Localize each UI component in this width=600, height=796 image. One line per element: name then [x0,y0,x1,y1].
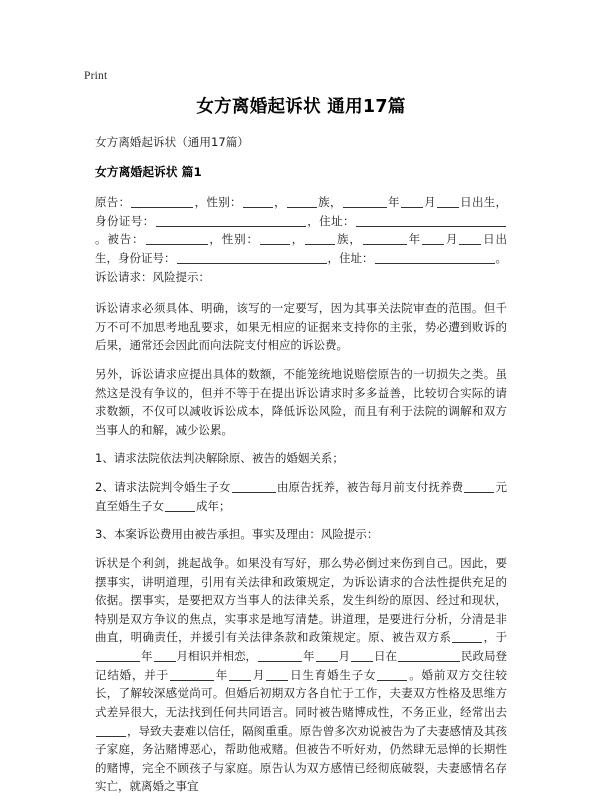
final-text-e: 年 [303,649,315,663]
birth-year-blank[interactable] [170,669,214,681]
claim-item-3: 3、本案诉讼费用由被告承担。事实及理由：风险提示： [95,527,379,542]
plaintiff-birth-month-blank[interactable] [401,196,423,208]
defendant-ethnicity-suffix: 族， [336,232,362,247]
defendant-name-blank[interactable] [146,234,208,246]
comma-2: ， [290,232,305,247]
claims-label: 。诉讼请求：风险提示： [95,251,507,285]
claim-item-1: 1、请求法院依法判决解除原、被告的婚姻关系； [95,451,344,466]
marriage-month-blank[interactable] [316,650,338,662]
plaintiff-id-blank[interactable] [156,215,306,227]
birth-month-blank[interactable] [229,669,251,681]
defendant-ethnicity-blank[interactable] [305,234,335,246]
claim-2-text-d: 成年； [196,498,231,513]
plaintiff-label: 原告： [95,194,131,209]
meet-year-blank[interactable] [96,650,140,662]
party-information-block [95,193,507,287]
defendant-gender-label: ，性别： [208,232,259,247]
registry-office-blank[interactable] [398,650,460,662]
final-text-i: 年 [214,667,229,682]
final-text-j: 月 [252,667,266,682]
final-text-f: 月 [338,649,350,663]
print-button[interactable]: Print [84,70,108,82]
document-content [95,96,507,796]
final-text-c: 年 [141,649,153,663]
birth-label-2: 日出生 [95,232,507,266]
final-text-d: 月相识并相恋， [176,649,257,663]
page-title: 女方离婚起诉状 通用17篇 [196,97,406,117]
defendant-id-blank[interactable] [177,252,327,264]
month-label-1: 月 [423,194,436,209]
final-text-a: 诉状是个利剑，挑起战争。如果没有写好，那么势必倒过来伤到自己。因此，要摆事实，讲明道理，引用有关法律和政策规定，为诉讼请求的合法性提供充足的依据。摆事实，是要把双方当事人的法律关系，发生纠纷的原因、经过和现状，特别是双方争议的焦点，实事求是地写清楚。讲道理，是要进行分析，分清是非曲直，明确责任，并援引有关法律条款和政策规定。原、被告双方系 [95,555,507,645]
plaintiff-name-blank[interactable] [131,196,193,208]
gambling-blank[interactable] [96,725,126,737]
plaintiff-gender-label: ，性别： [194,194,242,209]
defendant-gender-blank[interactable] [260,234,290,246]
plaintiff-birth-year-blank[interactable] [343,196,387,208]
final-text-k: 日生育婚生子女 [289,667,377,682]
claim-2-age-blank[interactable] [165,500,195,512]
birth-label-1: 日出生 [459,194,496,209]
birth-day-blank[interactable] [266,669,288,681]
paragraph-facts-and-reasons [95,554,507,796]
plaintiff-ethnicity-blank[interactable] [287,196,317,208]
child-name-blank[interactable] [377,669,407,681]
plaintiff-birth-day-blank[interactable] [437,196,459,208]
meet-month-blank[interactable] [154,650,176,662]
final-text-l: 。婚前双方交往较长，了解较深感觉尚可。但婚后初期双方各自忙于工作，夫妻双方性格及思维方式差异很大，无法找到任何共同语言。同时被告赌博成性，不务正业，经常出去 [95,667,508,719]
defendant-id-label: ，身份证号： [106,251,176,266]
defendant-address-blank[interactable] [375,252,495,264]
claim-2-text-b: 由原告抚养，被告每月前支付抚养费 [276,480,464,494]
plaintiff-address-blank[interactable] [356,215,506,227]
paragraph-litigation-request: 诉讼请求必须具体、明确，该写的一定要写，因为其事关法院审查的范围。但千万不可不加思考地乱要求，如果无相应的证据来支持你的主张，势必遭到败诉的后果，通常还会因此而向法院支付相应的诉讼费。 [95,301,507,353]
final-text-h: 民政局登记结婚，并于 [95,649,507,682]
year-label-2: 年 [407,232,421,247]
comma-1: ， [273,194,286,209]
relationship-blank[interactable] [452,631,482,643]
claim-2-text-c: 元直至婚生子女 [95,480,507,513]
defendant-label: 被告： [107,232,145,247]
claim-2-child-blank[interactable] [232,481,276,493]
month-label-2: 月 [445,232,459,247]
defendant-address-label: ，住址： [327,251,374,266]
claim-item-2 [95,478,507,515]
defendant-birth-year-blank[interactable] [363,234,407,246]
document-subtitle: 女方离婚起诉状（通用17篇） [95,134,249,149]
defendant-birth-month-blank[interactable] [422,234,444,246]
plaintiff-id-label: ，身份证号： [95,194,508,228]
final-text-g: 日在 [374,649,397,663]
plaintiff-address-label: ，住址： [306,213,355,228]
final-text-b: ，于 [483,630,507,645]
plaintiff-gender-blank[interactable] [243,196,273,208]
paragraph-amount-advice: 另外，诉讼请求应提出具体的数额，不能笼统地说赔偿原告的一切损失之类。虽然这是没有争议的，但并不等于在提出诉讼请求时多多益善，比较切合实际的请求数额，不仅可以减收诉讼成本，降低诉讼风险，而且有利于法院的调解和双方当事人的和解，减少讼累。 [95,366,507,437]
marriage-day-blank[interactable] [351,650,373,662]
plaintiff-ethnicity-suffix: 族， [317,194,342,209]
period-1: 。 [95,232,108,247]
claim-2-amount-blank[interactable] [464,481,494,493]
final-text-m: ，导致夫妻难以信任，隔阂重重。原告曾多次劝说被告为了夫妻感情及其孩子家庭，务沾赌博恶心，帮助他戒赌。但被告不听好劝，仍然肆无忌惮的长期性的赌博，完全不顾孩子与家庭。原告认为双方感情已经彻底破裂，夫妻感情名存实亡，就离婚之事宜 [95,723,507,794]
claim-2-text-a: 2、请求法院判令婚生子女 [95,480,231,494]
marriage-year-blank[interactable] [258,650,302,662]
section-heading: 女方离婚起诉状 篇1 [95,165,202,180]
defendant-birth-day-blank[interactable] [459,234,481,246]
year-label-1: 年 [387,194,400,209]
